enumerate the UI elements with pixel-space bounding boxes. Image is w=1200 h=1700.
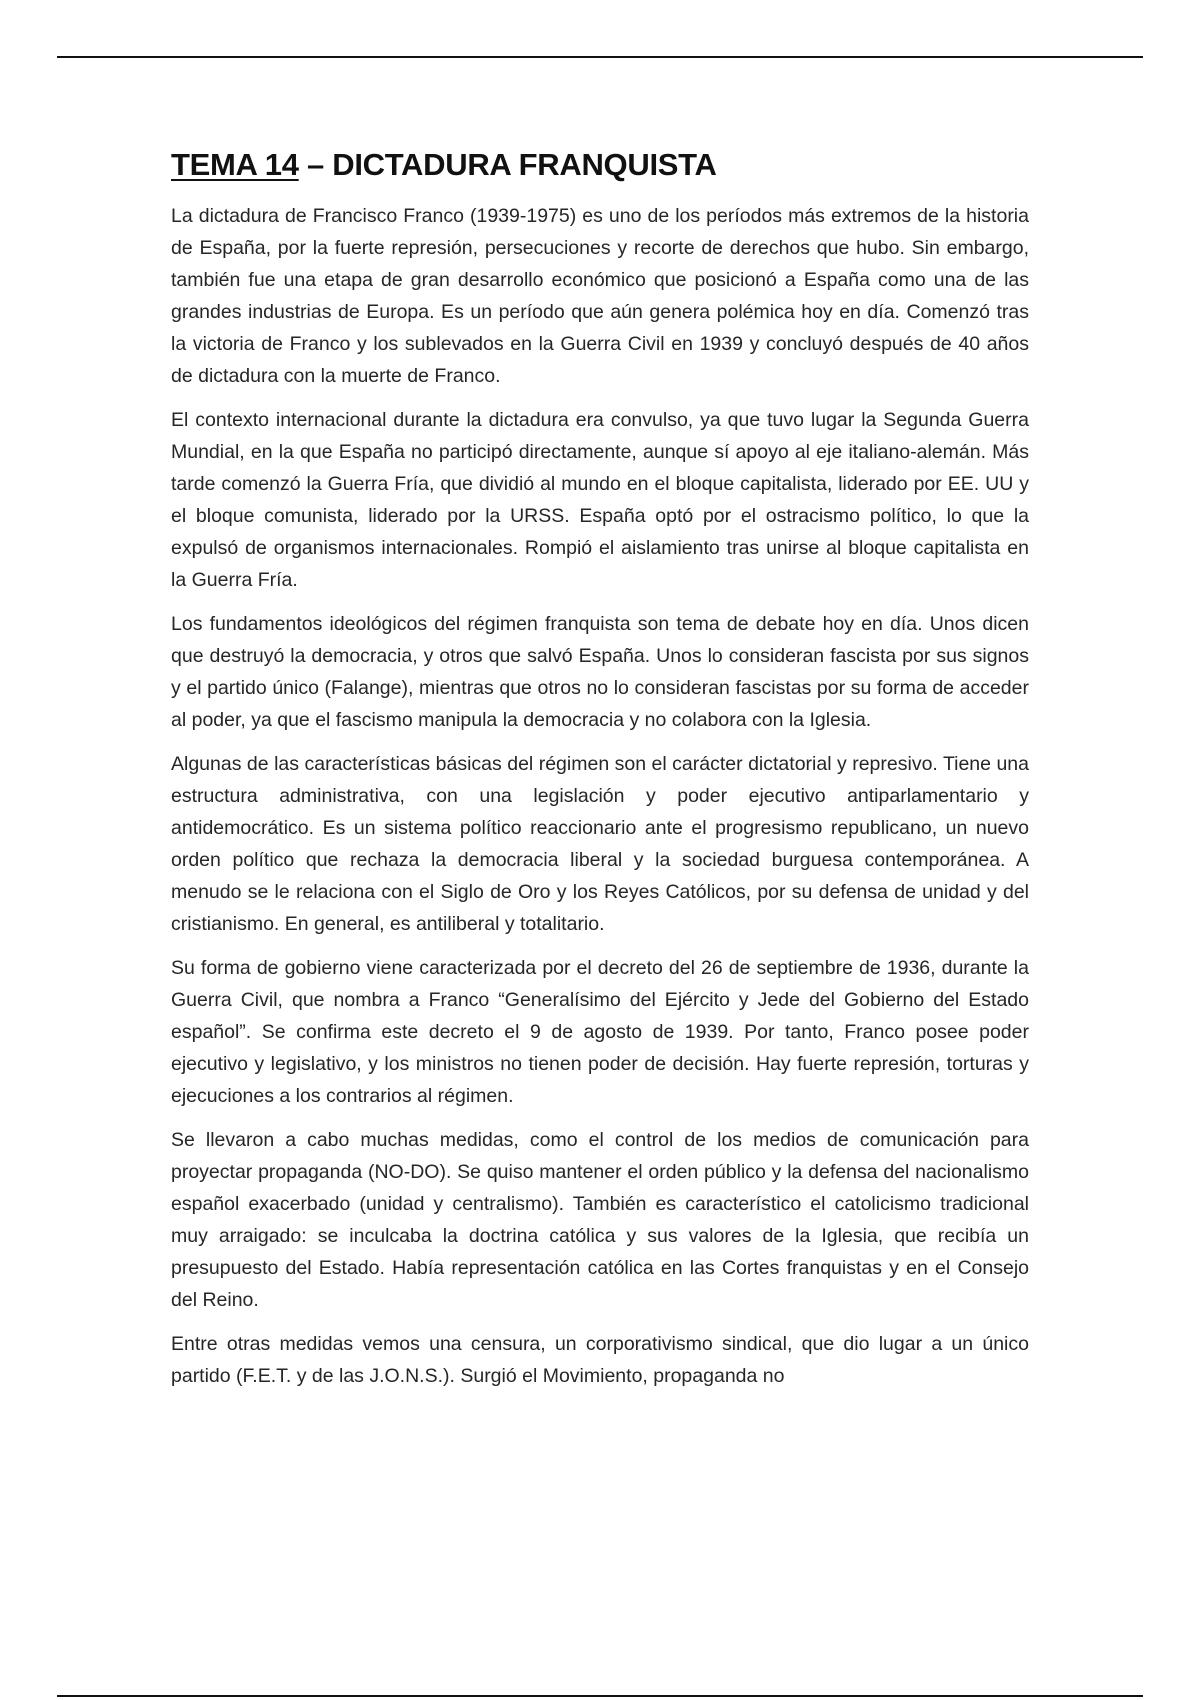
document-body: [171, 146, 1029, 1404]
paragraph-intro: La dictadura de Francisco Franco (1939-1975) es uno de los períodos más extremos de la historia de España, por la fuerte represión, persecuciones y recorte de derechos que hubo. Sin embargo, también fue una etapa de gran desarrollo económico que posicionó a España como una de las grandes industrias de Europa. Es un período que aún genera polémica hoy en día. Comenzó tras la victoria de Franco y los sublevados en la Guerra Civil en 1939 y concluyó después de 40 años de dictadura con la muerte de Franco.: [171, 205, 1029, 387]
page-title: [171, 146, 1029, 184]
paragraph-ideological-foundations: Los fundamentos ideológicos del régimen franquista son tema de debate hoy en día. Unos dicen que destruyó la democracia, y otros que salvó España. Unos lo consideran fascista por sus signos y el partido único (Falange), mientras que otros no lo consideran fascistas por su forma de acceder al poder, ya que el fascismo manipula la democracia y no colabora con la Iglesia.: [171, 613, 1029, 731]
paragraph-measures: Se llevaron a cabo muchas medidas, como el control de los medios de comunicación para proyectar propaganda (NO-DO). Se quiso mantener el orden público y la defensa del nacionalismo español exacerbado (unidad y centralismo). También es característico el catolicismo tradicional muy arraigado: se inculcaba la doctrina católica y sus valores de la Iglesia, que recibía un presupuesto del Estado. Había representación católica en las Cortes franquistas y en el Consejo del Reino.: [171, 1129, 1029, 1311]
paragraph-characteristics: Algunas de las características básicas del régimen son el carácter dictatorial y represivo. Tiene una estructura administrativa, con una legislación y poder ejecutivo antiparlamentario y antidemocrático. Es un sistema político reaccionario ante el progresismo republicano, un nuevo orden político que rechaza la democracia liberal y la sociedad burguesa contemporánea. A menudo se le relaciona con el Siglo de Oro y los Reyes Católicos, por su defensa de unidad y del cristianismo. En general, es antiliberal y totalitario.: [171, 753, 1029, 935]
title-lead: TEMA 14: [171, 147, 299, 182]
title-rest: – DICTADURA FRANQUISTA: [298, 147, 717, 182]
paragraph-government-form: Su forma de gobierno viene caracterizada por el decreto del 26 de septiembre de 1936, durante la Guerra Civil, que nombra a Franco “Generalísimo del Ejército y Jede del Gobierno del Estado español”. Se confirma este decreto el 9 de agosto de 1939. Por tanto, Franco posee poder ejecutivo y legislativo, y los ministros no tienen poder de decisión. Hay fuerte represión, torturas y ejecuciones a los contrarios al régimen.: [171, 957, 1029, 1107]
header-rule: [57, 56, 1143, 58]
paragraph-international-context: El contexto internacional durante la dictadura era convulso, ya que tuvo lugar la Segunda Guerra Mundial, en la que España no participó directamente, aunque sí apoyo al eje italiano-alemán. Más tarde comenzó la Guerra Fría, que dividió al mundo en el bloque capitalista, liderado por EE. UU y el bloque comunista, liderado por la URSS. España optó por el ostracismo político, lo que la expulsó de organismos internacionales. Rompió el aislamiento tras unirse al bloque capitalista en la Guerra Fría.: [171, 409, 1029, 591]
footer-rule: [57, 1695, 1143, 1697]
paragraph-other-measures: Entre otras medidas vemos una censura, un corporativismo sindical, que dio lugar a un único partido (F.E.T. y de las J.O.N.S.). Surgió el Movimiento, propaganda no: [171, 1333, 1029, 1387]
